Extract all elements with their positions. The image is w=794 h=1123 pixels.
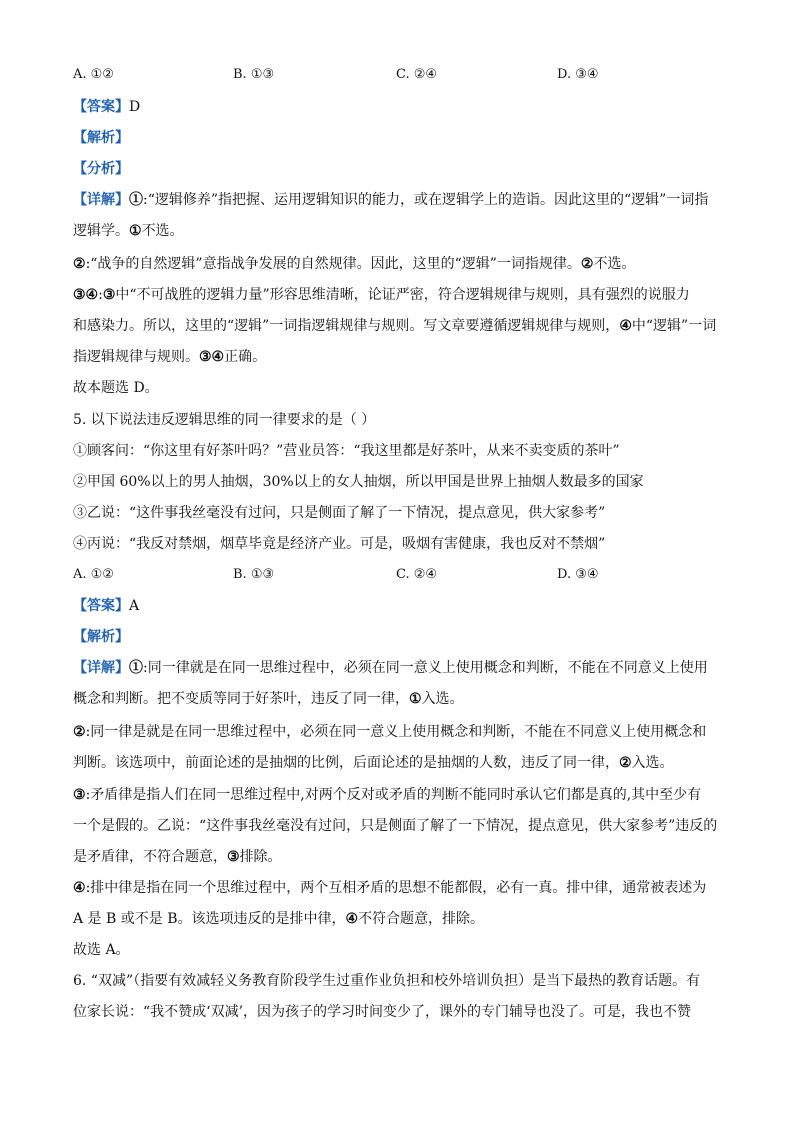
detail-text: 中“逻辑”一词: [631, 318, 717, 334]
q5-detail-line-6: 一个是假的。乙说：“这件事我丝毫没有过问，只是侧面了解了一下情况，提点意见，供大家参考”违反的: [73, 818, 718, 834]
q4-option-a: A. ①②: [73, 67, 114, 82]
detail-text: 和感染力。所以，这里的“逻辑”一词指逻辑规律与规则。写文章要遵循逻辑规律与规则，: [73, 318, 620, 334]
detail-text: A 是 B 或不是 B。该选项违反的是排中律，: [73, 911, 346, 927]
circled-number: ④: [619, 318, 632, 334]
q5-option-d: D. ③④: [557, 567, 599, 582]
q5-item-2: ②甲国 60%以上的男人抽烟，30%以上的女人抽烟，所以甲国是世界上抽烟人数最多的国家: [73, 474, 644, 490]
detail-text: 不符合题意，排除。: [358, 911, 485, 927]
q5-answer: [73, 596, 139, 616]
detail-label: 【详解】: [73, 192, 129, 208]
detail-text: 正确。: [224, 349, 267, 365]
circled-number: ①: [129, 660, 143, 676]
q4-option-d: D. ③④: [557, 67, 599, 82]
detail-text: 是矛盾律，不符合题意，: [73, 849, 227, 865]
circled-number: ②: [619, 755, 632, 771]
detail-text: 概念和判断。把不变质等同于好茶叶，违反了同一律，: [73, 691, 409, 707]
q4-detail-line-1: [73, 190, 708, 210]
detail-text: 不选。: [593, 256, 636, 272]
q5-detail-line-5: [73, 785, 701, 805]
detail-text: 入选。: [631, 755, 674, 771]
q5-option-b: B. ①③: [233, 567, 275, 582]
q5-stem: 5. 以下说法违反逻辑思维的同一律要求的是（ ）: [73, 412, 376, 428]
circled-number: ①: [129, 223, 142, 239]
circled-number: ③: [102, 287, 116, 303]
detail-text: :同一律是就是在同一思维过程中，必须在同一意义上使用概念和判断，不能在不同意义上使用概念和: [85, 724, 707, 740]
answer-value: A: [129, 598, 140, 614]
circled-number: ②: [73, 256, 86, 272]
q5-item-3: ③乙说：“这件事我丝毫没有过问，只是侧面了解了一下情况，提点意见，供大家参考”: [73, 505, 606, 521]
detail-text: 指逻辑规律与规则。: [73, 349, 199, 365]
q4-detail-line-3: [73, 254, 635, 274]
q5-item-4: ④丙说：“我反对禁烟，烟草毕竟是经济产业。可是，吸烟有害健康，我也反对不禁烟”: [73, 536, 606, 552]
q5-detail-line-4: [73, 753, 674, 773]
q4-analysis-label: 【解析】: [73, 130, 129, 146]
answer-label: 【答案】: [73, 598, 129, 614]
q4-option-c: C. ②④: [396, 67, 438, 82]
detail-text: :“战争的自然逻辑”意指战争发展的自然规律。因此，这里的“逻辑”一词指规律。: [85, 256, 581, 272]
circled-number: ①: [409, 691, 422, 707]
circled-number: ③: [73, 787, 86, 803]
detail-text: 不选。: [141, 223, 184, 239]
q5-detail-line-3: [73, 722, 706, 742]
circled-number: ①: [129, 192, 143, 208]
q4-answer: [73, 97, 140, 117]
q4-detail-line-5: [73, 316, 716, 336]
q5-detail-line-7: [73, 847, 282, 867]
answer-value: D: [129, 99, 141, 115]
q5-detail-line-8: [73, 878, 706, 898]
detail-text: 判断。该选项中，前面论述的是抽烟的比例，后面论述的是抽烟的人数，违反了同一律，: [73, 755, 619, 771]
q4-option-b: B. ①③: [233, 67, 275, 82]
q5-analysis-label: 【解析】: [73, 629, 129, 645]
circled-number: ③④: [73, 287, 99, 303]
answer-label: 【答案】: [73, 99, 129, 115]
detail-text: :“逻辑修养”指把握、运用逻辑知识的能力，或在逻辑学上的造诣。因此这里的“逻辑”一词指: [143, 192, 709, 208]
q5-detail-line-1: [73, 658, 708, 678]
q4-detail-line-2: [73, 221, 184, 241]
q4-detail-line-6: [73, 347, 266, 367]
detail-text: 入选。: [421, 691, 464, 707]
q5-detail-line-2: [73, 689, 464, 709]
detail-text: 中“不可战胜的逻辑力量”形容思维清晰，论证严密，符合逻辑规律与规则，具有强烈的说服力: [115, 287, 690, 303]
q4-fenxi-label: 【分析】: [73, 161, 129, 177]
circled-number: ④: [345, 911, 359, 927]
circled-number: ③: [227, 849, 240, 865]
q4-conclusion: 故本题选 D。: [73, 380, 159, 396]
q5-detail-line-9: [73, 909, 484, 929]
detail-text: :同一律就是在同一思维过程中，必须在同一意义上使用概念和判断，不能在不同意义上使用: [143, 660, 708, 676]
q5-option-a: A. ①②: [73, 567, 114, 582]
q5-item-1: ①顾客问：“你这里有好茶叶吗？”营业员答：“我这里都是好茶叶，从来不卖变质的茶叶”: [73, 443, 620, 459]
detail-label: 【详解】: [73, 660, 129, 676]
circled-number: ②: [580, 256, 594, 272]
q4-detail-line-4: [73, 285, 690, 305]
detail-text: :矛盾律是指人们在同一思维过程中,对两个反对或矛盾的判断不能同时承认它们都是真的,其中至少有: [85, 787, 702, 803]
detail-text: :排中律是指在同一个思维过程中，两个互相矛盾的思想不能都假，必有一真。排中律，通常被表述为: [85, 880, 707, 896]
q6-line-1: 6. “双减”（指要有效减轻义务教育阶段学生过重作业负担和校外培训负担）是当下最热的教育话题。有: [73, 973, 701, 989]
detail-text: :: [98, 287, 103, 303]
q5-option-c: C. ②④: [396, 567, 438, 582]
circled-number: ④: [73, 880, 86, 896]
q6-line-2: 位家长说：“我不赞成‘双减’，因为孩子的学习时间变少了，课外的专门辅导也没了。可是，我也不赞: [73, 1004, 692, 1020]
detail-text: 排除。: [239, 849, 282, 865]
circled-number: ②: [73, 724, 86, 740]
detail-text: 逻辑学。: [73, 223, 129, 239]
q5-conclusion: 故选 A。: [73, 942, 130, 958]
circled-number: ③④: [199, 349, 225, 365]
